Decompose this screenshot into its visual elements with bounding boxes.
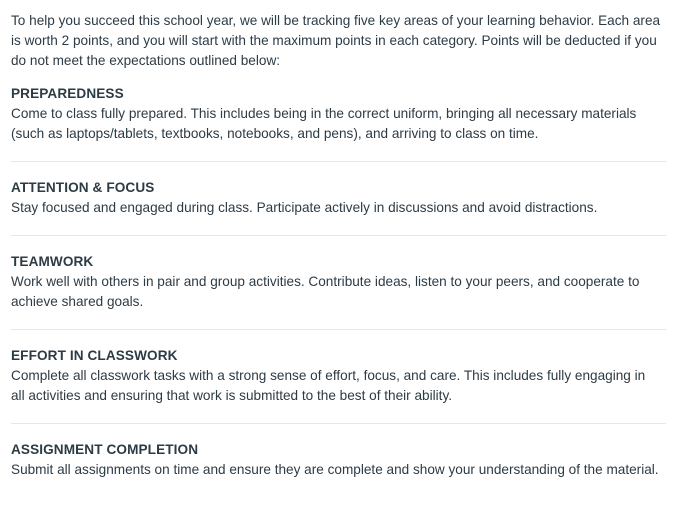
section-preparedness [11,84,665,144]
section-effort-classwork [11,346,665,406]
section-assignment-completion [11,440,665,480]
section-title: ASSIGNMENT COMPLETION [11,442,199,457]
section-description: Work well with others in pair and group activities. Contribute ideas, listen to your peers, and cooperate to achieve shared goals. [11,274,640,309]
section-description: Submit all assignments on time and ensure they are complete and show your understanding of the material. [11,462,659,477]
section-title: PREPAREDNESS [11,86,124,101]
section-title: TEAMWORK [11,254,94,269]
section-teamwork [11,252,665,312]
section-title: EFFORT IN CLASSWORK [11,348,178,363]
section-description: Come to class fully prepared. This includes being in the correct uniform, bringing all necessary materials (such as laptops/tablets, textbooks, notebooks, and pens), and arriving to class on time. [11,106,637,141]
section-title: ATTENTION & FOCUS [11,180,155,195]
intro-paragraph: To help you succeed this school year, we will be tracking five key areas of your learning behavior. Each area is worth 2 points, and you will start with the maximum points in each category. Points will be deducted if you do not meet the expectations outlined below: [11,13,661,68]
section-divider [11,161,666,162]
section-divider [11,235,666,236]
section-description: Stay focused and engaged during class. Participate actively in discussions and avoid distractions. [11,200,598,215]
section-description: Complete all classwork tasks with a strong sense of effort, focus, and care. This includes fully engaging in all activities and ensuring that work is submitted to the best of their ability. [11,368,646,403]
section-attention-focus [11,178,665,218]
section-divider [11,329,666,330]
section-divider [11,423,666,424]
